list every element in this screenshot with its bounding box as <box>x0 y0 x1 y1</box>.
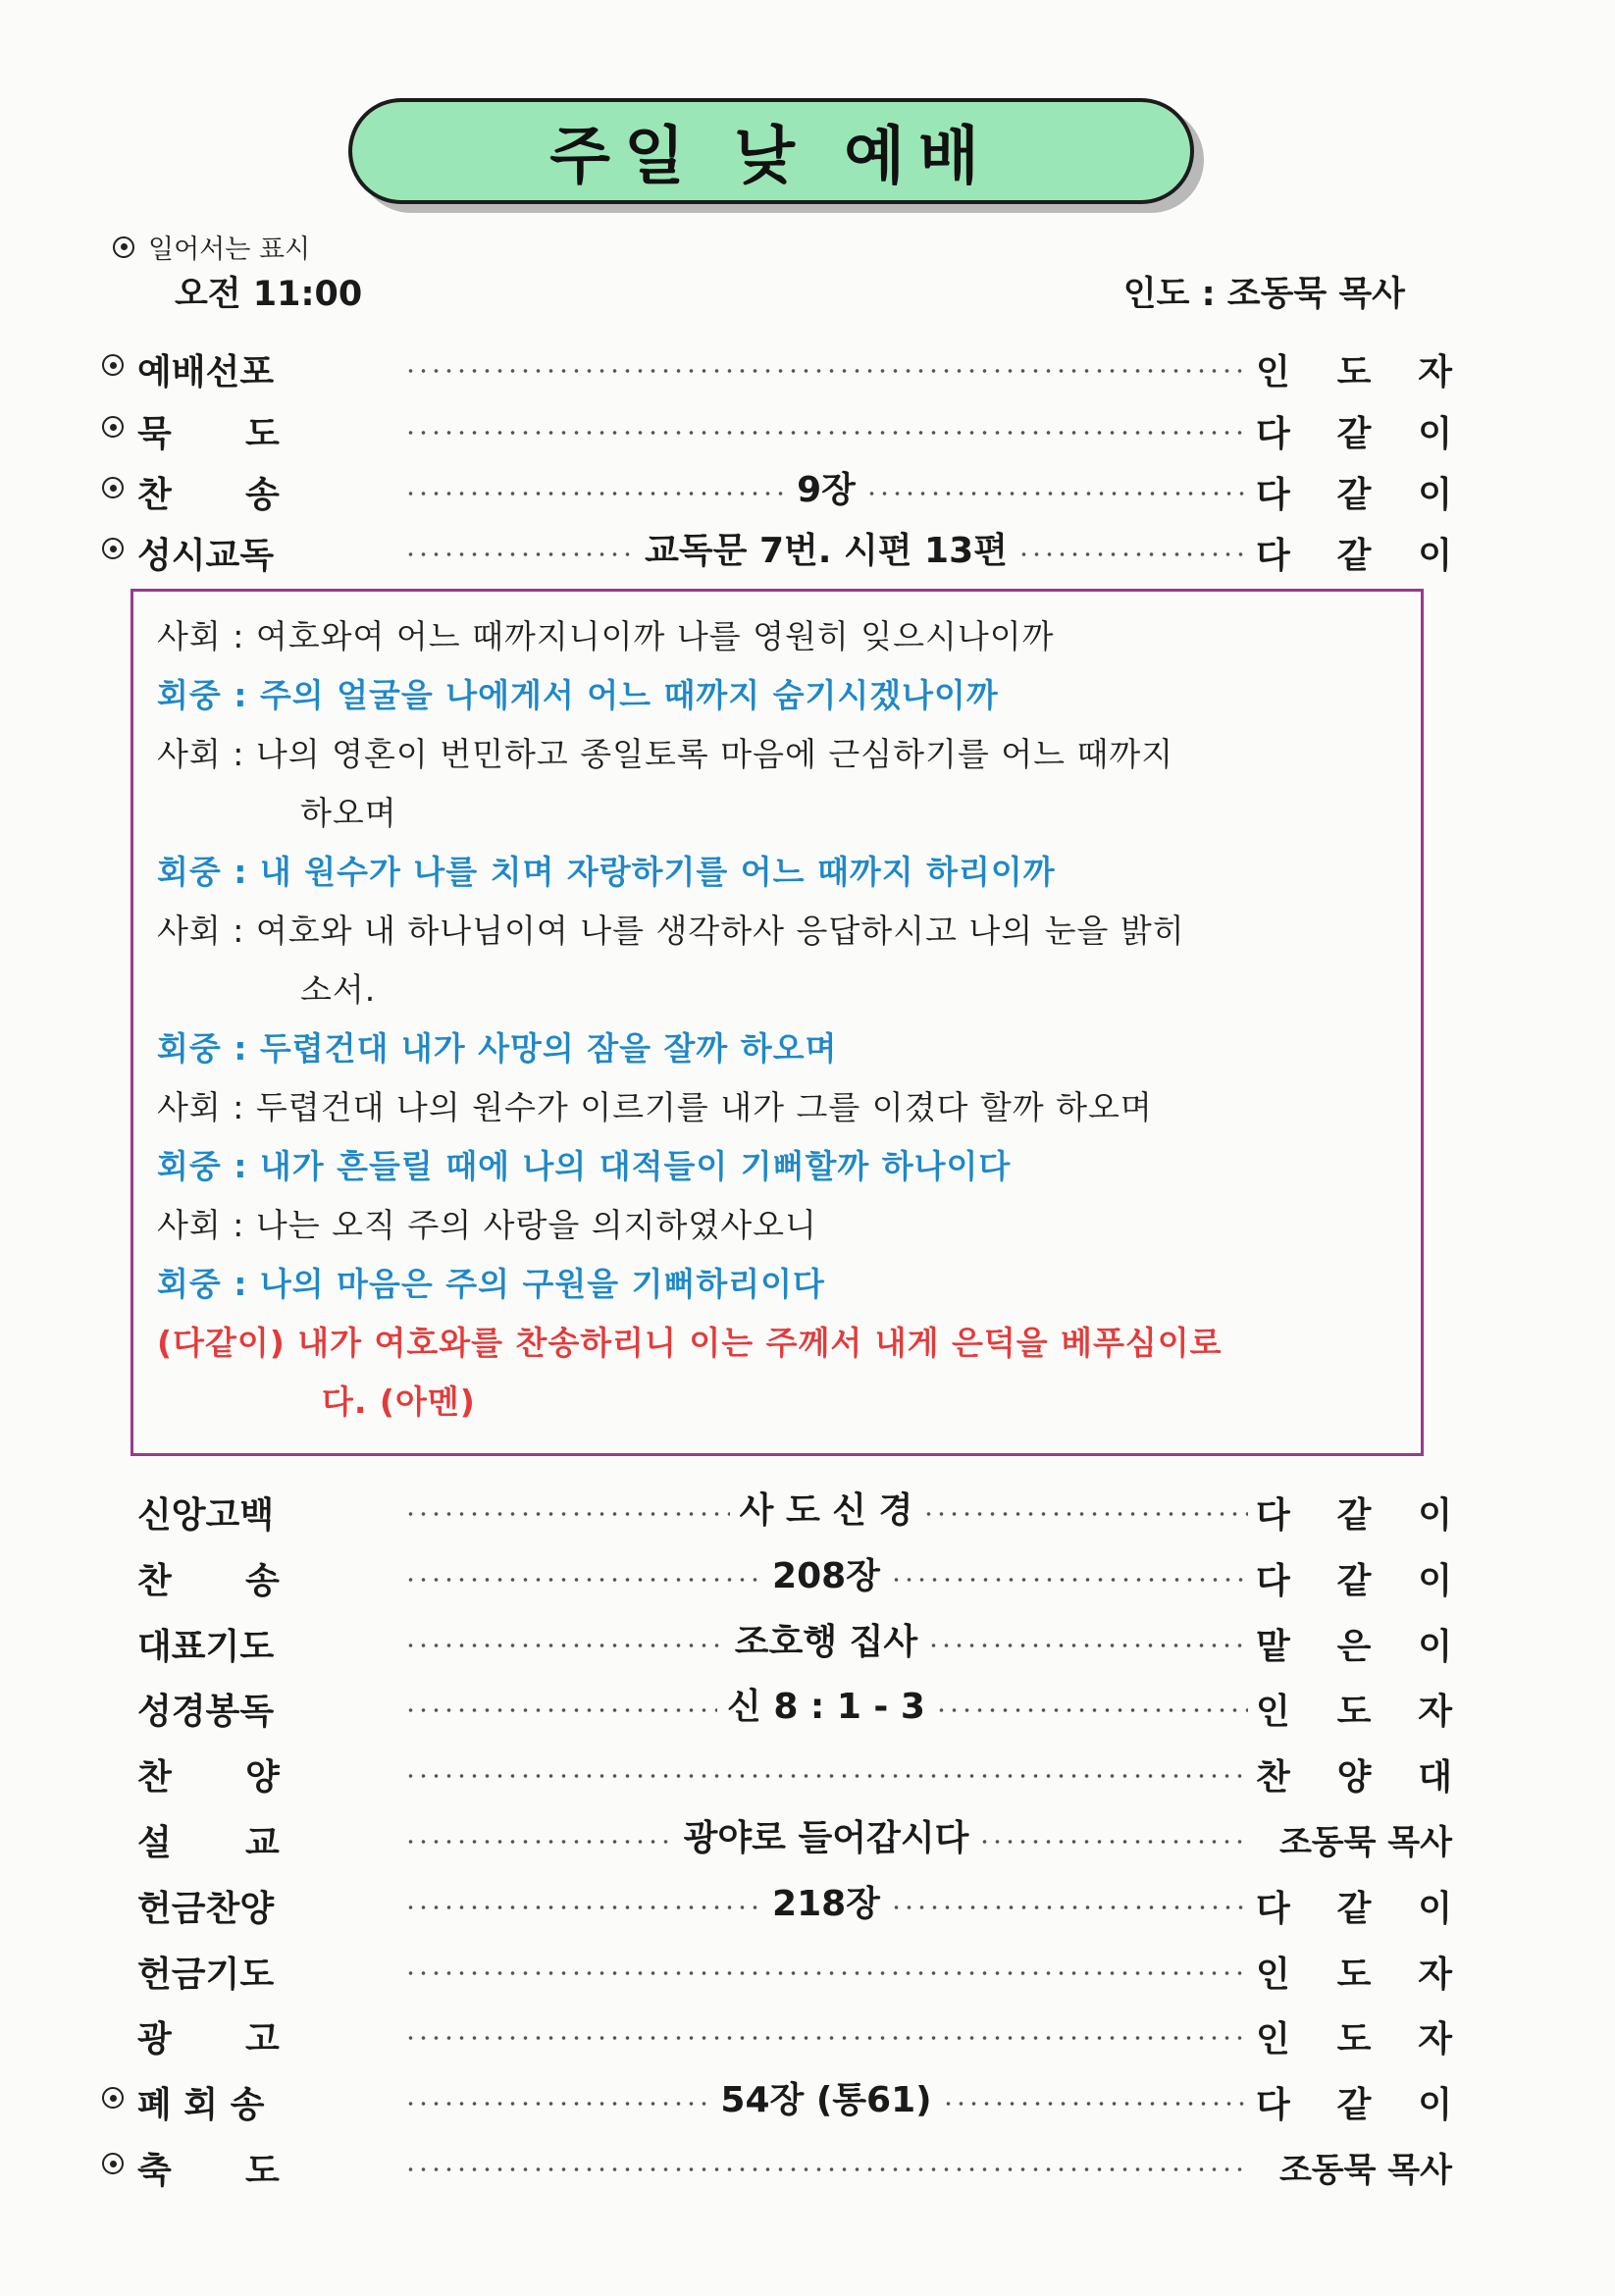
responsible-char: 다 <box>1256 1561 1290 1601</box>
congregation-line: 회중 : 나의 마음은 주의 구원을 기뻐하리이다 <box>157 1265 825 1303</box>
title-banner <box>348 98 1194 204</box>
responsible-char: 다 <box>1256 475 1290 515</box>
leader-line: 사회 : 두렵건대 나의 원수가 이르기를 내가 그를 이겼다 할까 하오며 <box>157 1088 1153 1126</box>
dot-leader-left <box>404 1696 717 1725</box>
leader-line: 사회 : 여호와여 어느 때까지니이까 나를 영원히 잊으시나이까 <box>157 617 1055 655</box>
order-item-responsible <box>1256 2077 1452 2127</box>
order-item-name: 광 고 <box>137 2019 280 2060</box>
order-item-name: 축 도 <box>137 2151 280 2191</box>
responsible-char: 도 <box>1336 352 1372 392</box>
dot-leader <box>404 1547 1248 1598</box>
order-item-name: 폐 회 송 <box>137 2085 265 2125</box>
stand-mark-icon <box>102 538 124 559</box>
order-item-name: 성경봉독 <box>137 1692 275 1732</box>
responsible-char: 찬 <box>1256 1757 1290 1798</box>
order-item-detail: 54장 (통61) <box>720 2079 932 2120</box>
order-item-name: 헌금기도 <box>137 1955 275 1995</box>
responsible-char: 이 <box>1418 1889 1452 1929</box>
responsible-char: 자 <box>1418 2019 1452 2060</box>
responsible-char: 다 <box>1256 1495 1290 1536</box>
order-row <box>98 2137 1452 2191</box>
order-item-name: 설 교 <box>137 1823 280 1863</box>
stand-mark-icon <box>102 2153 124 2174</box>
responsible-char: 양 <box>1336 1757 1372 1798</box>
leader-line: 사회 : 나의 영혼이 번민하고 종일토록 마음에 근심하기를 어느 때까지 <box>157 735 1174 773</box>
dot-leader-right <box>890 1565 1248 1594</box>
stand-mark-icon <box>102 416 124 438</box>
dot-leader-left <box>404 1958 1248 1988</box>
order-row <box>98 339 1452 390</box>
dot-leader-left <box>404 2023 1248 2053</box>
responsible-char: 같 <box>1336 2085 1372 2125</box>
dot-leader-left <box>404 418 1248 447</box>
dot-leader <box>404 461 1248 512</box>
responsible-char: 대 <box>1418 1757 1452 1798</box>
dot-leader-left <box>404 1893 762 1922</box>
reading-line-continuation: 다. (아멘) <box>322 1383 476 1421</box>
responsible-char: 자 <box>1418 1955 1452 1995</box>
dot-leader-left <box>404 1631 725 1660</box>
responsible-char: 다 <box>1256 2085 1290 2125</box>
order-row <box>98 461 1452 515</box>
stand-mark-icon <box>113 236 134 258</box>
dot-leader-left <box>404 1565 762 1594</box>
order-item-responsible <box>1256 1487 1452 1538</box>
congregation-line: 회중 : 주의 얼굴을 나에게서 어느 때까지 숨기시겠나이까 <box>157 676 999 714</box>
dot-leader-right <box>978 1827 1248 1856</box>
order-item-detail: 208장 <box>772 1555 880 1596</box>
stand-legend-label: 일어서는 표시 <box>148 235 311 265</box>
congregation-line: 회중 : 내가 흔들릴 때에 나의 대적들이 기뻐할까 하나이다 <box>157 1147 1012 1185</box>
responsible-char: 같 <box>1336 414 1372 454</box>
congregation-line: 회중 : 두렵건대 내가 사망의 잠을 잘까 하오며 <box>157 1029 838 1068</box>
reading-line-continuation: 소서. <box>300 970 377 1009</box>
responsible-char: 인 <box>1256 1955 1290 1995</box>
dot-leader-left <box>404 1761 1248 1791</box>
dot-leader-right <box>935 1696 1248 1725</box>
responsible-char: 인 <box>1256 2019 1290 2060</box>
dot-leader-right <box>922 1499 1248 1529</box>
stand-mark-icon <box>102 354 124 376</box>
order-item-name: 대표기도 <box>137 1627 275 1667</box>
order-item-name: 예배선포 <box>137 352 275 392</box>
dot-leader <box>404 1613 1248 1664</box>
dot-leader <box>404 1875 1248 1926</box>
leader-line: 사회 : 나는 오직 주의 사랑을 의지하였사오니 <box>157 1206 817 1244</box>
order-item-responsible <box>1256 1815 1452 1863</box>
order-item-name: 신앙고백 <box>137 1495 275 1536</box>
responsible-char: 같 <box>1336 1495 1372 1536</box>
order-item-detail: 9장 <box>797 469 856 510</box>
responsible-char: 이 <box>1418 1561 1452 1601</box>
responsible-char: 이 <box>1418 2085 1452 2125</box>
order-row <box>98 2006 1452 2060</box>
dot-leader <box>404 2006 1248 2057</box>
order-row <box>98 400 1452 454</box>
responsible-char: 이 <box>1418 1627 1452 1667</box>
unison-line: (다같이) 내가 여호와를 찬송하리니 이는 주께서 내게 은덕을 베푸심이로 <box>157 1324 1223 1362</box>
order-item-detail: 교독문 7번. 시편 13편 <box>645 530 1008 571</box>
responsible-char: 도 <box>1336 2019 1372 2060</box>
order-item-detail: 사 도 신 경 <box>739 1489 913 1531</box>
order-item-detail: 광야로 들어갑시다 <box>683 1817 969 1858</box>
responsible-name: 조동묵 목사 <box>1278 1823 1452 1862</box>
service-leader: 인도 : 조동묵 목사 <box>1122 275 1405 314</box>
order-row <box>98 1875 1452 1929</box>
order-item-responsible <box>1256 1749 1452 1800</box>
dot-leader-left <box>404 2089 710 2118</box>
order-item-name: 헌금찬양 <box>137 1889 275 1929</box>
dot-leader-left <box>404 540 635 569</box>
stand-mark-icon <box>102 477 124 498</box>
responsible-char: 같 <box>1336 536 1372 576</box>
responsible-char: 맡 <box>1256 1627 1290 1667</box>
responsible-char: 이 <box>1418 1495 1452 1536</box>
leader-line: 사회 : 여호와 내 하나님이여 나를 생각하사 응답하시고 나의 눈을 밝히 <box>157 912 1185 950</box>
dot-leader-left <box>404 2155 1248 2184</box>
responsible-char: 이 <box>1418 536 1452 576</box>
responsible-char: 이 <box>1418 414 1452 454</box>
page-title: 주일 낮 예배 <box>549 121 993 193</box>
responsible-char: 이 <box>1418 475 1452 515</box>
order-item-detail: 조호행 집사 <box>734 1621 918 1662</box>
responsible-char: 도 <box>1336 1692 1372 1732</box>
dot-leader-left <box>404 356 1248 386</box>
responsive-reading-box <box>130 589 1424 1456</box>
responsible-char: 다 <box>1256 536 1290 576</box>
responsible-char: 다 <box>1256 1889 1290 1929</box>
responsible-char: 같 <box>1336 1889 1372 1929</box>
responsible-char: 도 <box>1336 1955 1372 1995</box>
dot-leader <box>404 522 1248 573</box>
dot-leader <box>404 339 1248 390</box>
order-item-responsible <box>1256 1881 1452 1931</box>
dot-leader-right <box>927 1631 1248 1660</box>
dot-leader <box>404 1744 1248 1795</box>
order-item-name: 찬 양 <box>137 1757 280 1798</box>
congregation-line: 회중 : 내 원수가 나를 치며 자랑하기를 어느 때까지 하리이까 <box>157 853 1056 891</box>
responsible-char: 인 <box>1256 352 1290 392</box>
dot-leader <box>404 1809 1248 1860</box>
dot-leader-left <box>404 479 787 508</box>
order-item-name: 성시교독 <box>137 536 275 576</box>
order-item-responsible <box>1256 1619 1452 1669</box>
dot-leader <box>404 400 1248 451</box>
responsible-char: 같 <box>1336 475 1372 515</box>
order-item-name: 묵 도 <box>137 414 280 454</box>
responsible-char: 같 <box>1336 1561 1372 1601</box>
order-item-responsible <box>1256 1947 1452 1997</box>
order-row <box>98 1678 1452 1732</box>
responsible-char: 다 <box>1256 414 1290 454</box>
order-row <box>98 1547 1452 1601</box>
order-row <box>98 522 1452 576</box>
order-item-responsible <box>1256 467 1452 517</box>
dot-leader-right <box>942 2089 1248 2118</box>
order-row <box>98 1809 1452 1863</box>
order-item-detail: 신 8 : 1 - 3 <box>727 1686 925 1727</box>
order-row <box>98 1613 1452 1667</box>
order-item-name: 찬 송 <box>137 1561 280 1601</box>
dot-leader <box>404 1941 1248 1992</box>
dot-leader-right <box>865 479 1248 508</box>
order-item-detail: 218장 <box>772 1883 880 1924</box>
dot-leader-right <box>890 1893 1248 1922</box>
responsible-char: 은 <box>1336 1627 1372 1667</box>
reading-line-continuation: 하오며 <box>300 794 397 832</box>
service-time: 오전 11:00 <box>175 275 363 314</box>
order-row <box>98 2071 1452 2125</box>
stand-legend <box>113 228 310 266</box>
dot-leader <box>404 1482 1248 1533</box>
responsible-char: 인 <box>1256 1692 1290 1732</box>
order-item-responsible <box>1256 344 1452 394</box>
order-item-responsible <box>1256 2011 1452 2061</box>
dot-leader <box>404 1678 1248 1729</box>
responsible-char: 자 <box>1418 1692 1452 1732</box>
order-item-responsible <box>1256 406 1452 456</box>
dot-leader <box>404 2137 1248 2188</box>
order-row <box>98 1482 1452 1536</box>
order-row <box>98 1744 1452 1798</box>
dot-leader-right <box>1017 540 1248 569</box>
responsible-char: 자 <box>1418 352 1452 392</box>
order-item-name: 찬 송 <box>137 475 280 515</box>
order-row <box>98 1941 1452 1995</box>
dot-leader-left <box>404 1499 730 1529</box>
order-item-responsible <box>1256 2143 1452 2191</box>
dot-leader <box>404 2071 1248 2122</box>
stand-mark-icon <box>102 2087 124 2109</box>
responsible-name: 조동묵 목사 <box>1278 2151 1452 2190</box>
order-item-responsible <box>1256 1553 1452 1603</box>
order-item-responsible <box>1256 1684 1452 1734</box>
order-item-responsible <box>1256 528 1452 578</box>
dot-leader-left <box>404 1827 674 1856</box>
